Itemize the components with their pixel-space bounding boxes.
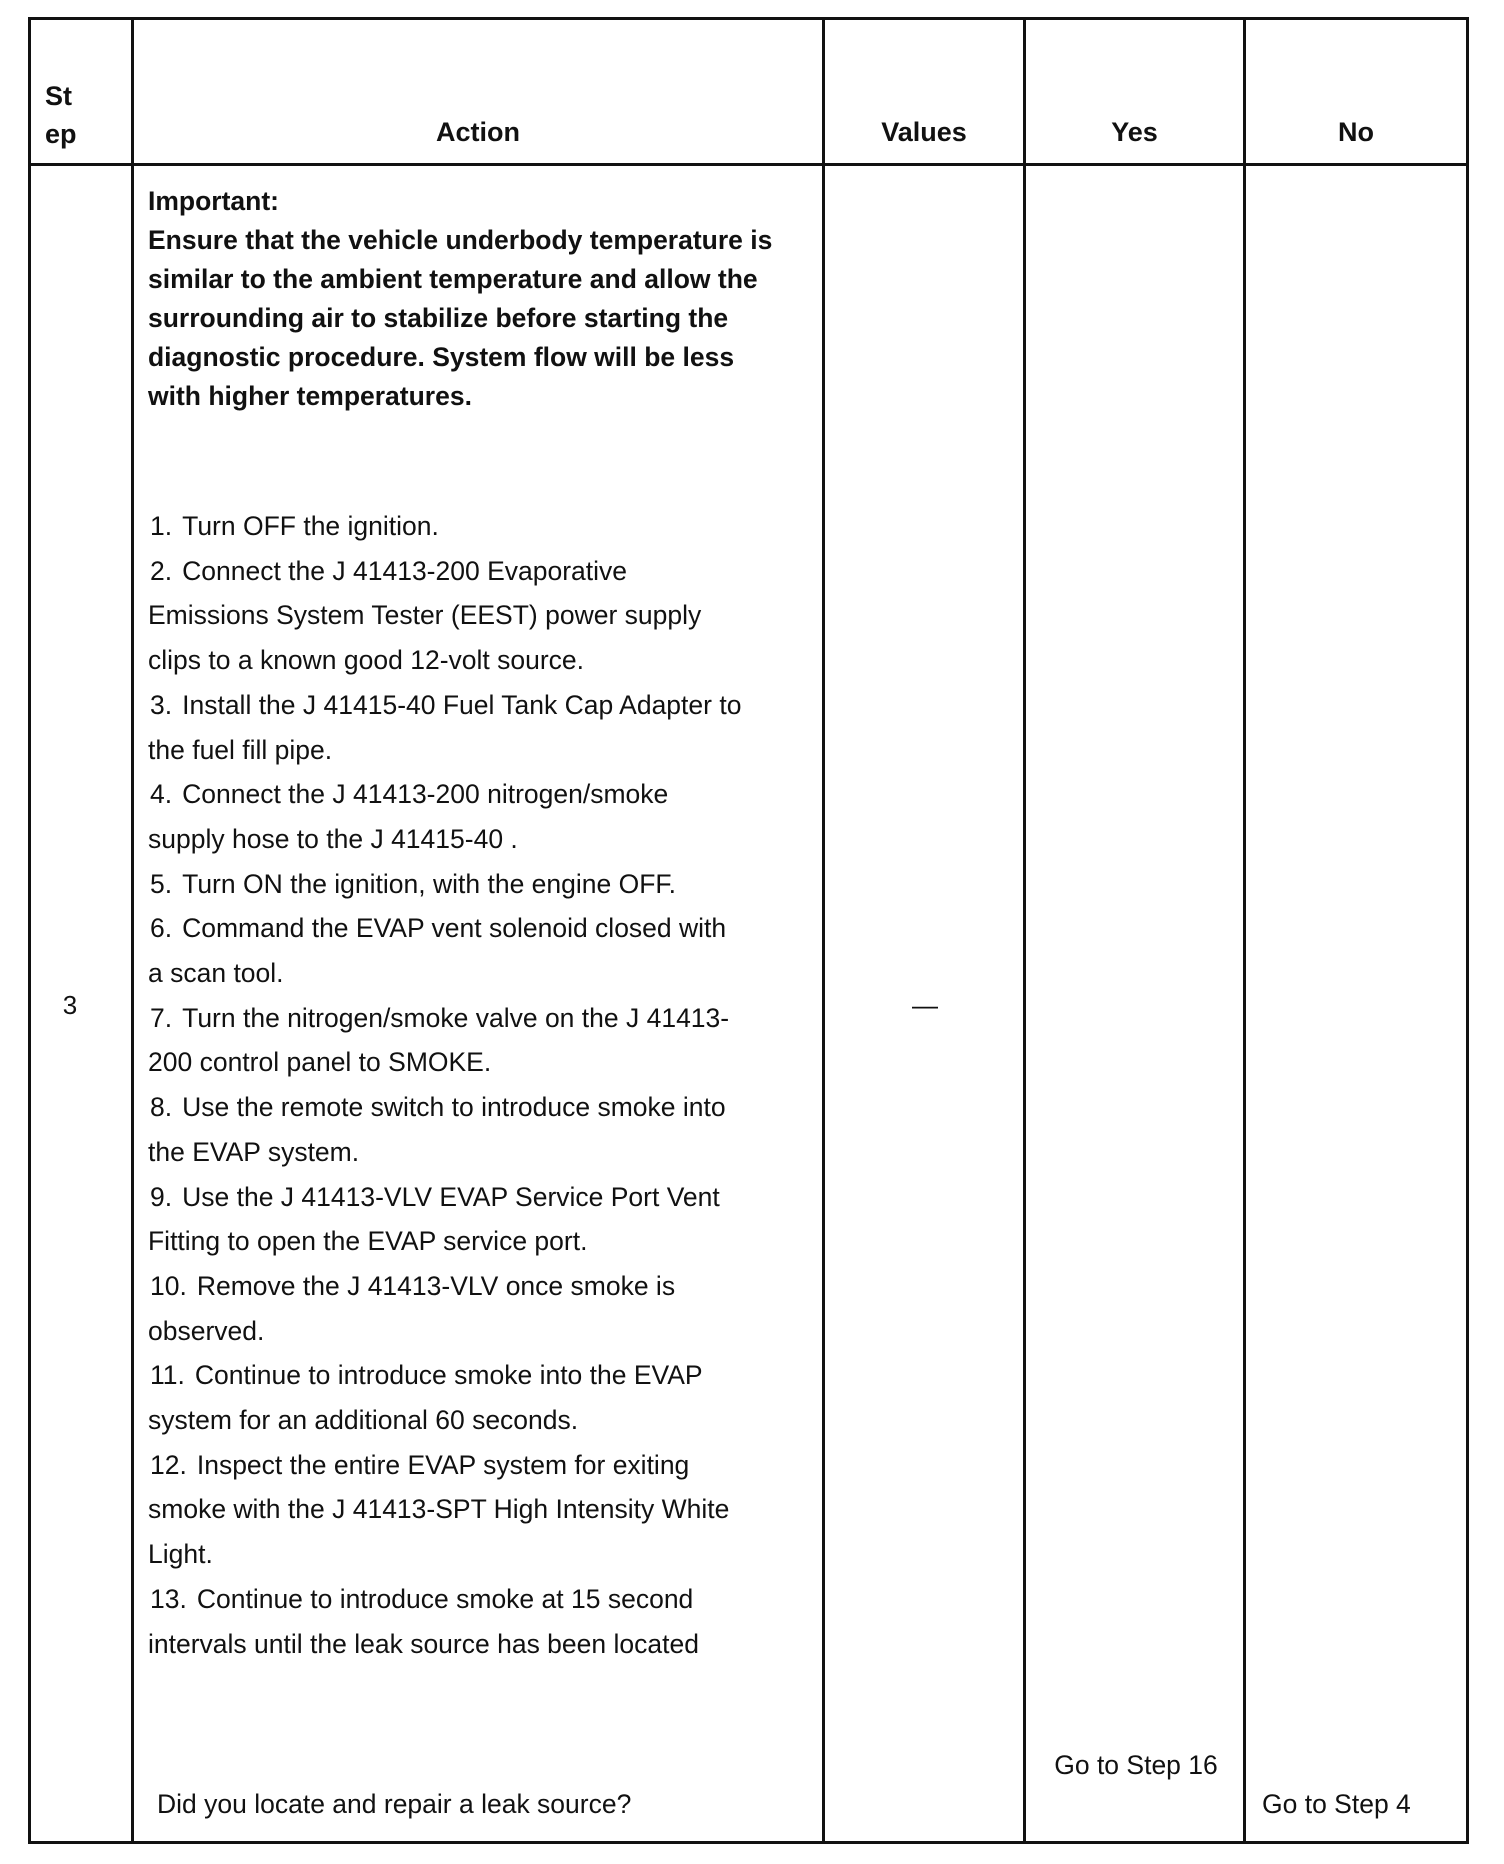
procedure-step	[148, 549, 748, 683]
procedure-step-number: 13.	[150, 1583, 187, 1614]
procedure-step	[148, 1264, 748, 1353]
procedure-step-text: Connect the J 41413-200 Evaporative Emissions System Tester (EEST) power supply clips to a known good 12-volt source.	[148, 555, 702, 676]
col-border-values-yes	[1023, 17, 1026, 1844]
question-text: Did you locate and repair a leak source?	[157, 1789, 632, 1819]
important-note	[148, 182, 788, 416]
procedure-step-number: 7.	[150, 1002, 173, 1033]
header-step-line1: St	[45, 81, 72, 111]
procedure-step	[148, 1353, 748, 1442]
procedure-step-number: 10.	[150, 1270, 187, 1301]
procedure-step	[148, 996, 748, 1085]
procedure-step-text: Turn the nitrogen/smoke valve on the J 41413-200 control panel to SMOKE.	[148, 1002, 730, 1078]
procedure-step	[148, 504, 748, 549]
procedure-step	[148, 1577, 748, 1666]
procedure-step	[148, 772, 748, 861]
no-link[interactable]: Go to Step 4	[1262, 1789, 1411, 1819]
procedure-step-number: 3.	[150, 689, 173, 720]
procedure-step-text: Inspect the entire EVAP system for exiting smoke with the J 41413-SPT High Intensity White Light.	[148, 1449, 730, 1570]
procedure-step-number: 9.	[150, 1181, 173, 1212]
table-bottom-border	[28, 1841, 1469, 1844]
procedure-step-text: Turn OFF the ignition.	[182, 511, 439, 541]
procedure-step-number: 12.	[150, 1449, 187, 1480]
procedure-step-number: 11.	[150, 1360, 185, 1391]
header-bottom-border	[28, 163, 1469, 166]
procedure-step-number: 4.	[150, 779, 173, 810]
procedure-step	[148, 1085, 748, 1174]
col-border-right	[1466, 17, 1469, 1844]
procedure-step-number: 2.	[150, 555, 173, 586]
procedure-step	[148, 862, 748, 907]
header-no: No	[1338, 117, 1374, 147]
step-number: 3	[62, 990, 78, 1020]
col-border-yes-no	[1243, 17, 1246, 1844]
important-text: Ensure that the vehicle underbody temperature is similar to the ambient temperature and allow the surrounding air to stabilize before starting the diagnostic procedure. System flow will be less with higher temperatures.	[148, 225, 773, 411]
header-action: Action	[436, 117, 520, 147]
values-cell: —	[912, 990, 938, 1020]
important-label: Important:	[148, 186, 280, 216]
col-border-left	[28, 17, 31, 1844]
procedure-step-number: 1.	[150, 511, 173, 541]
procedure-step-text: Use the remote switch to introduce smoke into the EVAP system.	[148, 1092, 726, 1167]
procedure-step-number: 5.	[150, 868, 173, 899]
procedure-step-text: Install the J 41415-40 Fuel Tank Cap Adapter to the fuel fill pipe.	[148, 689, 742, 765]
col-border-action-values	[822, 17, 825, 1844]
procedure-step	[148, 906, 748, 995]
procedure-step-text: Turn ON the ignition, with the engine OFF.	[182, 868, 677, 899]
header-values: Values	[881, 117, 967, 147]
col-border-step-action	[131, 17, 134, 1844]
procedure-step-text: Connect the J 41413-200 nitrogen/smoke supply hose to the J 41415-40 .	[148, 779, 669, 854]
header-step	[45, 77, 125, 153]
procedure-step-text: Continue to introduce smoke into the EVAP system for an additional 60 seconds.	[148, 1360, 703, 1436]
header-step-line2: ep	[45, 119, 77, 149]
yes-link[interactable]: Go to Step 16	[1054, 1750, 1218, 1780]
procedure-steps	[148, 504, 748, 1666]
procedure-step-text: Continue to introduce smoke at 15 second intervals until the leak source has been located	[148, 1583, 699, 1659]
procedure-step-text: Command the EVAP vent solenoid closed with a scan tool.	[148, 913, 727, 989]
procedure-step-text: Remove the J 41413-VLV once smoke is observed.	[148, 1270, 676, 1346]
table-top-border	[28, 17, 1469, 20]
procedure-step	[148, 683, 748, 772]
procedure-step-number: 6.	[150, 913, 173, 944]
header-yes: Yes	[1111, 117, 1158, 147]
procedure-step	[148, 1443, 748, 1577]
procedure-step-text: Use the J 41413-VLV EVAP Service Port Vent Fitting to open the EVAP service port.	[148, 1181, 720, 1257]
procedure-step	[148, 1175, 748, 1264]
procedure-step-number: 8.	[150, 1092, 173, 1123]
